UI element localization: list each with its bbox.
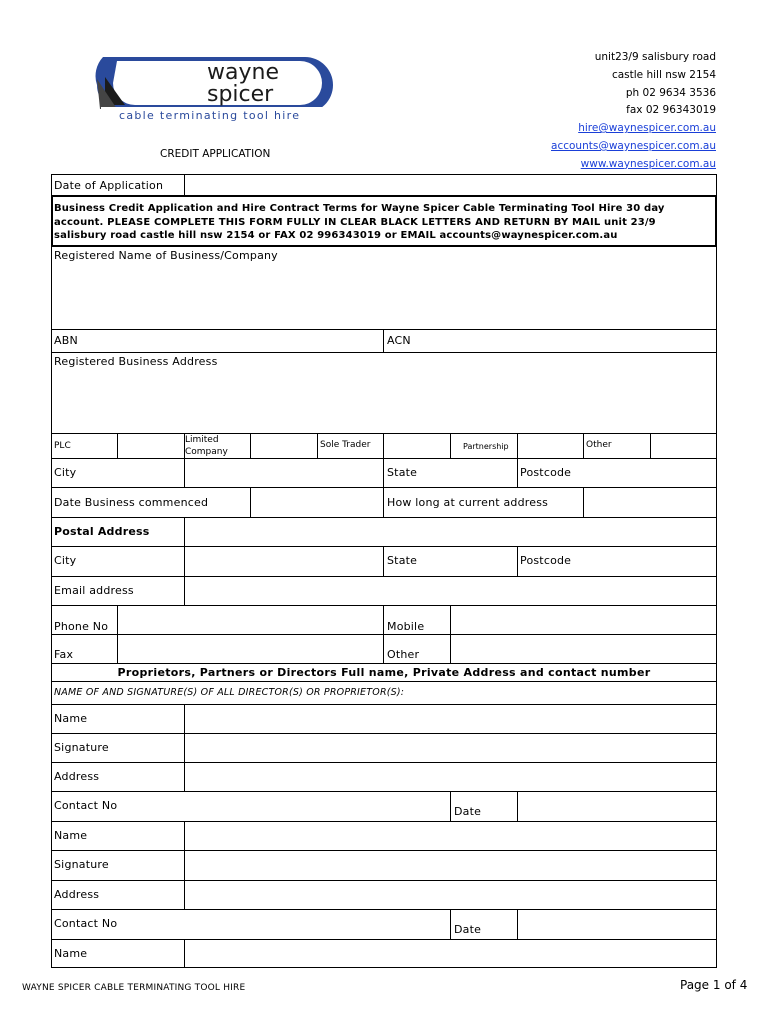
abn-label: ABN (54, 334, 78, 347)
proprietor3-name-label: Name (54, 947, 88, 960)
city-field[interactable] (185, 459, 383, 487)
logo-name-line2: spicer (207, 82, 274, 107)
registered-address-label: Registered Business Address (54, 355, 218, 368)
proprietor1-name-field[interactable] (185, 705, 716, 733)
names-signatures-label: NAME OF AND SIGNATURE(S) OF ALL DIRECTOR(S) OR PROPRIETOR(S): (54, 687, 405, 698)
page-number: Page 1 of 4 (680, 978, 748, 992)
mobile-field[interactable] (451, 606, 716, 634)
other-type-checkbox[interactable] (651, 434, 716, 458)
proprietor1-date-field[interactable] (518, 792, 716, 821)
postal-city-field[interactable] (185, 547, 383, 576)
proprietor2-contact-label: Contact No (54, 917, 118, 930)
how-long-field[interactable] (584, 488, 716, 517)
limited-company-label-line2: Company (185, 447, 228, 457)
proprietor2-signature-field[interactable] (185, 851, 716, 880)
accounts-email-link[interactable]: accounts@waynespicer.com.au (551, 139, 716, 152)
email-address-label: Email address (54, 584, 134, 597)
hire-email-link[interactable]: hire@waynespicer.com.au (578, 122, 716, 135)
proprietor1-contact-label: Contact No (54, 799, 118, 812)
proprietor1-date-label: Date (454, 805, 482, 818)
date-business-commenced-label: Date Business commenced (54, 496, 209, 509)
proprietor2-name-label: Name (54, 829, 88, 842)
proprietor1-signature-field[interactable] (185, 734, 716, 762)
phone-no-label: Phone No (54, 620, 109, 633)
logo-name-line1: wayne (207, 60, 279, 85)
postal-address-field[interactable] (185, 518, 716, 546)
footer-company: WAYNE SPICER CABLE TERMINATING TOOL HIRE (22, 983, 246, 993)
postal-address-label: Postal Address (54, 525, 150, 538)
acn-label: ACN (387, 334, 411, 347)
logo-tagline: cable terminating tool hire (119, 109, 301, 122)
proprietor1-name-label: Name (54, 712, 88, 725)
fax-field[interactable] (118, 635, 383, 663)
plc-label: PLC (54, 441, 71, 451)
city-label: City (54, 466, 77, 479)
proprietor2-name-field[interactable] (185, 822, 716, 850)
how-long-label: How long at current address (387, 496, 549, 509)
proprietor1-contact-field[interactable] (185, 792, 450, 821)
postcode-label: Postcode (520, 466, 572, 479)
proprietor1-address-field[interactable] (185, 763, 716, 791)
sole-trader-label: Sole Trader (320, 440, 371, 450)
sole-trader-checkbox[interactable] (384, 434, 450, 458)
proprietor2-address-field[interactable] (185, 881, 716, 909)
contact-block (551, 49, 716, 174)
other-contact-field[interactable] (451, 635, 716, 663)
mobile-label: Mobile (387, 620, 425, 633)
proprietor1-address-label: Address (54, 770, 100, 783)
postal-postcode-label: Postcode (520, 554, 572, 567)
limited-company-checkbox[interactable] (251, 434, 317, 458)
plc-checkbox[interactable] (118, 434, 184, 458)
other-contact-label: Other (387, 648, 420, 661)
partnership-checkbox[interactable] (518, 434, 583, 458)
registered-address-field[interactable] (52, 370, 716, 433)
website-link[interactable]: www.waynespicer.com.au (580, 157, 716, 170)
proprietor2-address-label: Address (54, 888, 100, 901)
registered-name-field[interactable] (52, 264, 716, 329)
date-of-application-field[interactable] (185, 174, 716, 195)
registered-name-label: Registered Name of Business/Company (54, 249, 278, 262)
date-business-commenced-field[interactable] (251, 488, 383, 517)
proprietors-heading: Proprietors, Partners or Directors Full name, Private Address and contact number (117, 666, 651, 679)
proprietor2-signature-label: Signature (54, 858, 109, 871)
document-title: CREDIT APPLICATION (160, 148, 271, 160)
postal-city-label: City (54, 554, 77, 567)
other-type-label: Other (586, 440, 612, 450)
proprietor2-date-label: Date (454, 923, 482, 936)
proprietor3-name-field[interactable] (185, 940, 716, 967)
email-address-field[interactable] (185, 577, 716, 605)
fax-number: fax 02 96343019 (626, 104, 716, 117)
address-line1: unit23/9 salisbury road (594, 51, 716, 63)
address-line2: castle hill nsw 2154 (611, 68, 716, 81)
partnership-label: Partnership (463, 442, 509, 451)
limited-company-label-line1: Limited (185, 435, 219, 445)
fax-label: Fax (54, 648, 74, 661)
proprietor1-signature-label: Signature (54, 741, 109, 754)
proprietor2-contact-field[interactable] (185, 910, 450, 939)
intro-text: Business Credit Application and Hire Contract Terms for Wayne Spicer Cable Terminating Tool Hire 30 day account. PLEASE COMPLETE THIS FORM FULLY IN CLEAR BLACK LETTERS AND RETURN BY MAIL unit 23/9 salisbury road castle hill nsw 2154 or FAX 02 996343019 or EMAIL accounts@waynespicer.com.au (54, 203, 665, 241)
phone-no-field[interactable] (118, 606, 383, 634)
date-of-application-label: Date of Application (54, 179, 164, 192)
credit-application-form (51, 174, 717, 968)
postal-state-label: State (387, 554, 418, 567)
state-label: State (387, 466, 418, 479)
company-logo (95, 49, 338, 125)
proprietor2-date-field[interactable] (518, 910, 716, 939)
phone-number: ph 02 9634 3536 (625, 86, 716, 99)
